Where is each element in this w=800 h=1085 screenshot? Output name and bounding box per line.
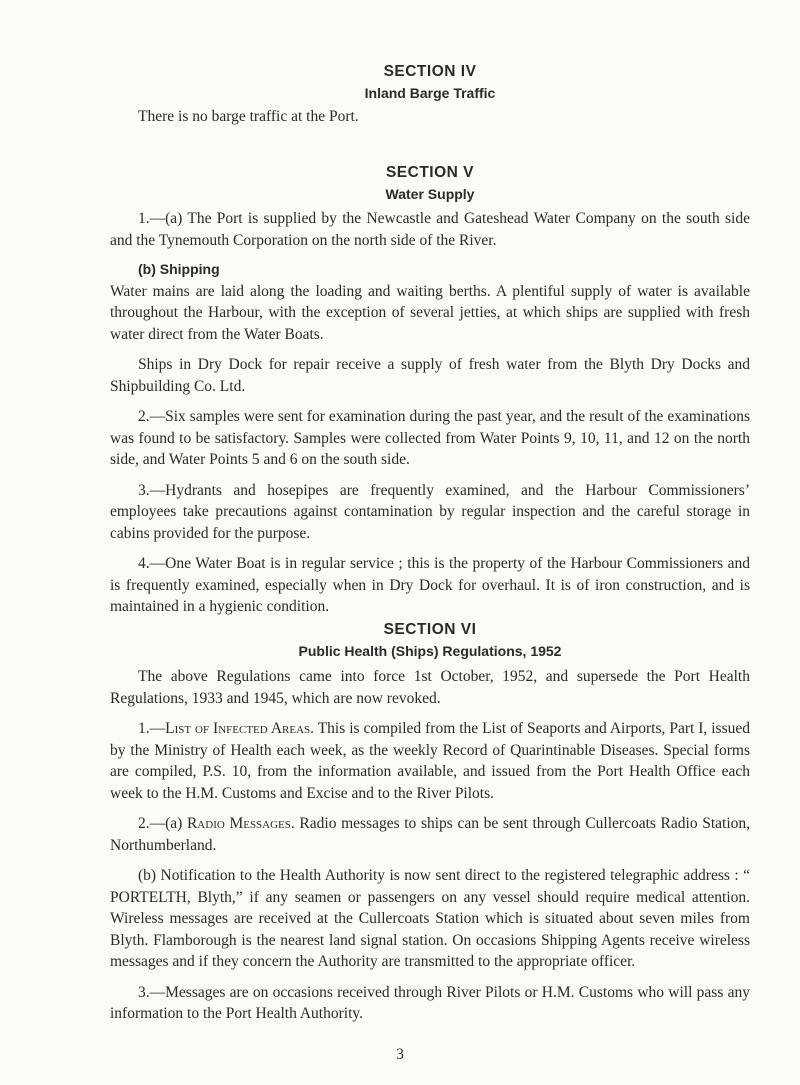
page-number: 3 [396, 1046, 404, 1063]
section-title: Inland Barge Traffic [364, 85, 496, 101]
shipping-subheading: (b) Shipping [138, 261, 220, 277]
paragraph: 3.—Messages are on occasions received through River Pilots or H.M. Customs who will pass any information to the Port Health Authority. [110, 983, 750, 1022]
paragraph: 1.—List of Infected Areas. This is compiled from the List of Seaports and Airports, Part I, issued by the Ministry of Health each week, as the weekly Record of Quarintinable Diseases. Special forms are compiled, P.S. 10, from the information available, and issued from the Port Health Office each week to the H.M. Customs and Excise and to the River Pilots. [110, 720, 750, 802]
section-v-heading [110, 163, 750, 205]
paragraph: (b) Notification to the Health Authority is now sent direct to the registered telegraphic address : “ PORTELTH, Blyth,” if any seamen or passengers on any vessel should require medical attention. Wireless messages are received at the Cullercoats Station which is situated about seven miles from Blyth. Flamborough is the nearest land signal station. On occasions Shipping Agents receive wireless messages and if they concern the Authority are transmitted to the appropriate officer. [110, 867, 750, 970]
paragraph: 2.—(a) Radio Messages. Radio messages to ships can be sent through Cullercoats Radio Station, Northumberland. [110, 815, 751, 854]
section-number: SECTION VI [383, 621, 477, 638]
section-title: Water Supply [385, 186, 475, 202]
section-vi-body [110, 666, 750, 1025]
section-iv-body [110, 106, 750, 128]
section-iv-heading [110, 62, 750, 104]
paragraph: 3.—Hydrants and hosepipes are frequently examined, and the Harbour Commissioners’ employees take precautions against contamination by regular inspection and the careful storage in cabins provided for the purpose. [110, 481, 750, 542]
section-number: SECTION IV [383, 63, 477, 80]
paragraph: There is no barge traffic at the Port. [138, 108, 359, 125]
paragraph: 4.—One Water Boat is in regular service ; this is the property of the Harbour Commissioners and is frequently examined, especially when in Dry Dock for overhaul. It is of iron construction, and is maintained in a hygienic condition. [110, 555, 750, 615]
paragraph: The above Regulations came into force 1st October, 1952, and supersede the Port Health Regulations, 1933 and 1945, which are now revoked. [110, 668, 750, 707]
section-v-body [110, 208, 750, 618]
section-number: SECTION V [385, 164, 475, 181]
paragraph: 1.—(a) The Port is supplied by the Newcastle and Gateshead Water Company on the south side and the Tynemouth Corporation on the north side of the River. [110, 210, 750, 249]
paragraph: 2.—Six samples were sent for examination during the past year, and the result of the examinations was found to be satisfactory. Samples were collected from Water Points 9, 10, 11, and 12 on the north side, and Water Points 5 and 6 on the south side. [110, 408, 750, 468]
section-title: Public Health (Ships) Regulations, 1952 [298, 643, 562, 659]
paragraph: Ships in Dry Dock for repair receive a supply of fresh water from the Blyth Dry Docks and Shipbuilding Co. Ltd. [110, 356, 750, 395]
paragraph: Water mains are laid along the loading and waiting berths. A plentiful supply of water is available throughout the Harbour, with the exception of several jetties, at which ships are supplied with fresh water direct from the Water Boats. [110, 282, 750, 343]
section-vi-heading [110, 620, 750, 662]
